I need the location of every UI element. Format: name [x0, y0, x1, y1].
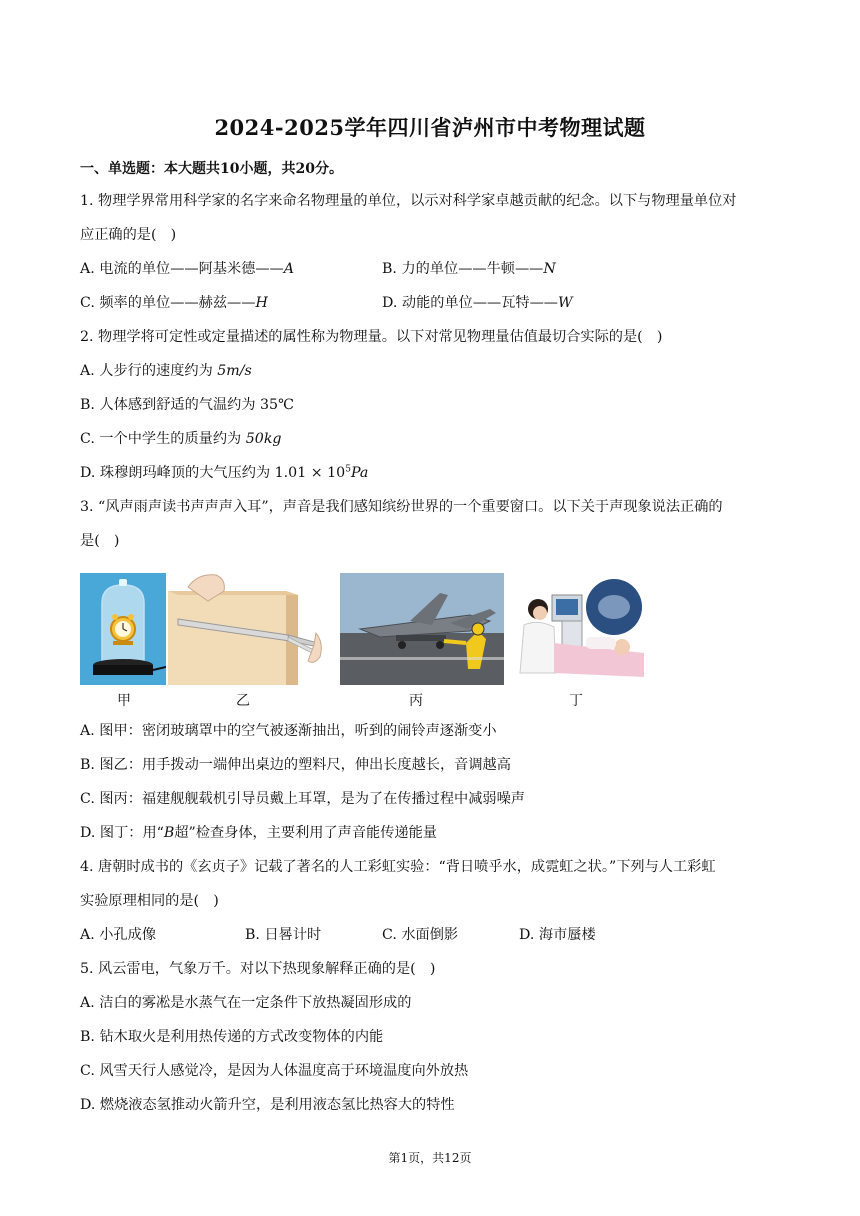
section-heading: 一、单选题：本大题共10小题，共20分。: [80, 161, 343, 177]
q4-stem-line2: 实验原理相同的是( ): [80, 893, 219, 909]
q5-option-a: A. 洁白的雾凇是水蒸气在一定条件下放热凝固形成的: [80, 995, 412, 1011]
q2-option-d-unit: Pa: [350, 465, 369, 481]
q1-stem-line1: 1. 物理学界常用科学家的名字来命名物理量的单位，以示对科学家卓越贡献的纪念。以下与物理量单位对: [80, 193, 737, 209]
q2-stem: 2. 物理学将可定性或定量描述的属性称为物理量。以下对常见物理量估值最切合实际的是( ): [80, 329, 663, 345]
figure-bell-jar: [80, 573, 166, 685]
q5-option-b: B. 钻木取火是利用热传递的方式改变物体的内能: [80, 1029, 384, 1045]
q3-stem-line1: 3. “风声雨声读书声声声入耳”，声音是我们感知缤纷世界的一个重要窗口。以下关于声现象说法正确的: [80, 499, 723, 515]
figure-label-bing: 丙: [409, 693, 423, 709]
q2-option-b: B. 人体感到舒适的气温约为 35℃: [80, 397, 294, 413]
q1-option-d-symbol: W: [557, 295, 573, 311]
figure-label-yi: 乙: [236, 693, 250, 709]
q1-option-c-text: C. 频率的单位——赫兹——: [80, 295, 256, 311]
page-footer: 第1页，共12页: [388, 1151, 472, 1165]
q1-stem-line2: 应正确的是( ): [80, 227, 177, 243]
q2-option-d: [80, 462, 368, 482]
q2-option-a-value: 5m/s: [217, 363, 252, 379]
q3-stem-line2: 是( ): [80, 533, 120, 549]
q2-option-a-text: A. 人步行的速度约为: [80, 363, 218, 379]
q3-option-a: A. 图甲：密闭玻璃罩中的空气被逐渐抽出，听到的闹铃声逐渐变小: [80, 723, 497, 739]
q1-option-c-symbol: H: [255, 295, 268, 311]
q2-option-c-text: C. 一个中学生的质量约为: [80, 431, 246, 447]
q1-option-c: [80, 292, 268, 312]
figure-label-jia: 甲: [117, 693, 131, 709]
q2-option-a: [80, 360, 252, 380]
q3-figure-row: [80, 573, 660, 685]
q2-option-d-exponent: 5: [345, 464, 351, 475]
q4-option-c: C. 水面倒影: [382, 927, 459, 943]
q1-option-d: [382, 292, 573, 312]
q1-option-b-symbol: N: [543, 261, 556, 277]
q3-option-b: B. 图乙：用手拨动一端伸出桌边的塑料尺，伸出长度越长，音调越高: [80, 757, 511, 773]
q5-option-c: C. 风雪天行人感觉冷，是因为人体温度高于环境温度向外放热: [80, 1063, 469, 1079]
q1-option-b-text: B. 力的单位——牛顿——: [382, 261, 544, 277]
q2-option-c: [80, 428, 282, 448]
figure-label-ding: 丁: [569, 693, 583, 709]
q1-option-a-text: A. 电流的单位——阿基米德——: [80, 261, 284, 277]
q3-option-d: [80, 822, 437, 842]
q2-option-c-value: 50kg: [245, 431, 282, 447]
q3-option-d-symbol: B: [163, 825, 175, 841]
q1-option-a: [80, 258, 294, 278]
q5-option-d: D. 燃烧液态氢推动火箭升空，是利用液态氢比热容大的特性: [80, 1097, 455, 1113]
q3-option-d-pre: D. 图丁：用“: [80, 825, 164, 841]
page-title: 2024-2025学年四川省泸州市中考物理试题: [214, 115, 646, 140]
q4-option-a: A. 小孔成像: [80, 927, 157, 943]
q1-option-a-symbol: A: [283, 261, 294, 277]
q1-option-b: [382, 258, 556, 278]
figure-ultrasound: [514, 573, 646, 685]
figure-ruler-table: [168, 573, 336, 685]
q1-option-d-text: D. 动能的单位——瓦特——: [382, 295, 558, 311]
q4-option-b: B. 日晷计时: [245, 927, 322, 943]
q5-stem: 5. 风云雷电，气象万千。对以下热现象解释正确的是( ): [80, 961, 436, 977]
q3-option-d-post: 超”检查身体，主要利用了声音能传递能量: [174, 825, 437, 841]
q2-option-d-text: D. 珠穆朗玛峰顶的大气压约为 1.01 × 10: [80, 465, 346, 481]
q4-option-d: D. 海市蜃楼: [519, 927, 596, 943]
q4-stem-line1: 4. 唐朝时成书的《玄贞子》记载了著名的人工彩虹实验：“背日喷乎水，成霓虹之状。”下列与人工彩虹: [80, 859, 716, 875]
figure-carrier-jet: [340, 573, 504, 685]
q3-option-c: C. 图丙：福建舰舰载机引导员戴上耳罩，是为了在传播过程中减弱噪声: [80, 791, 525, 807]
